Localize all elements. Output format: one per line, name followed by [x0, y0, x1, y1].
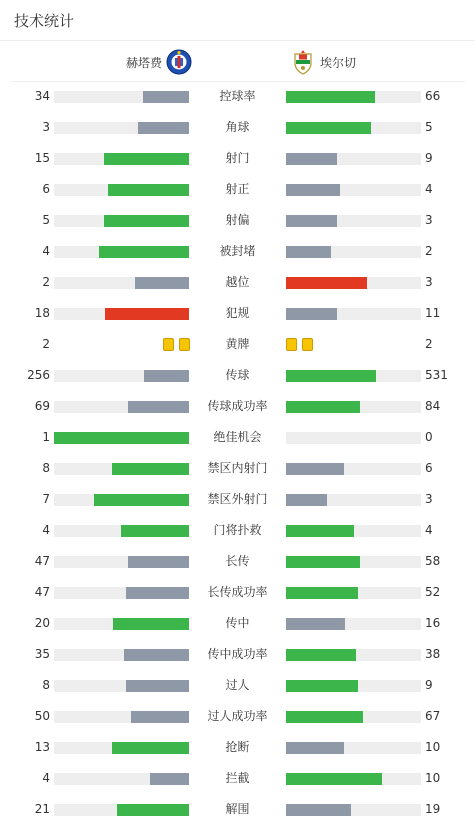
away-stat-value: 531	[425, 368, 448, 382]
away-stat-track	[286, 370, 421, 382]
away-stat-track	[286, 742, 421, 754]
home-stat-bar	[135, 277, 189, 289]
yellow-card-icon	[302, 338, 313, 351]
home-stat-track	[54, 556, 189, 568]
home-stat-track	[54, 804, 189, 816]
away-stat-value: 67	[425, 709, 441, 723]
stat-label: 禁区内射门	[207, 461, 268, 475]
away-stat-bar	[286, 556, 360, 568]
away-stat-track	[286, 401, 421, 413]
away-stat-track	[286, 122, 421, 134]
away-stat-value: 9	[425, 151, 433, 165]
away-stat-bar	[286, 649, 356, 661]
away-stat-value: 38	[425, 647, 441, 661]
home-stat-track	[54, 432, 189, 444]
away-stat-bar	[286, 91, 375, 103]
home-team-name: 赫塔费	[126, 55, 163, 70]
away-stat-value: 5	[425, 120, 433, 134]
away-team-name: 埃尔切	[320, 55, 357, 70]
home-stat-value: 8	[42, 678, 50, 692]
home-stat-value: 3	[42, 120, 50, 134]
home-stat-track	[54, 463, 189, 475]
stat-row	[0, 515, 475, 546]
home-stat-bar	[105, 308, 189, 320]
away-stat-value: 58	[425, 554, 441, 568]
home-stat-value: 4	[42, 244, 50, 258]
away-stat-bar	[286, 277, 367, 289]
stat-row	[0, 577, 475, 608]
home-stat-track	[54, 246, 189, 258]
home-stat-value: 256	[27, 368, 50, 382]
away-stat-track	[286, 463, 421, 475]
home-stat-track	[54, 587, 189, 599]
home-stat-track	[54, 308, 189, 320]
away-stat-bar	[286, 401, 360, 413]
away-stat-bar	[286, 370, 376, 382]
home-stat-track	[54, 370, 189, 382]
home-stat-value: 20	[34, 616, 50, 630]
away-stat-track	[286, 649, 421, 661]
away-stat-value: 2	[425, 244, 433, 258]
home-stat-bar	[144, 370, 189, 382]
stat-row	[0, 794, 475, 825]
stat-row	[0, 81, 475, 112]
stat-label: 过人	[225, 678, 250, 692]
home-stat-bar	[112, 463, 189, 475]
home-stat-value: 13	[34, 740, 50, 754]
home-stat-track	[54, 277, 189, 289]
away-stat-bar	[286, 742, 344, 754]
teams-header	[0, 48, 475, 76]
stat-label: 禁区外射门	[207, 492, 268, 506]
home-stat-track	[54, 153, 189, 165]
stat-label: 过人成功率	[207, 709, 268, 723]
home-stat-bar	[112, 742, 189, 754]
stat-row	[0, 608, 475, 639]
home-stat-value: 4	[42, 523, 50, 537]
home-stat-bar	[54, 432, 189, 444]
away-stat-bar	[286, 308, 337, 320]
away-stat-value: 6	[425, 461, 433, 475]
home-stat-track	[54, 773, 189, 785]
home-stat-value: 4	[42, 771, 50, 785]
away-stat-track	[286, 711, 421, 723]
away-stat-bar	[286, 773, 382, 785]
home-stat-bar	[128, 401, 189, 413]
away-stat-bar	[286, 246, 331, 258]
home-stat-bar	[104, 153, 189, 165]
home-stat-track	[54, 91, 189, 103]
home-stat-value: 47	[34, 585, 50, 599]
away-stat-value: 0	[425, 430, 433, 444]
home-stat-bar	[131, 711, 189, 723]
stat-label: 犯规	[225, 306, 250, 320]
away-stat-value: 3	[425, 492, 433, 506]
stat-label: 抢断	[225, 740, 250, 754]
stat-label: 传中成功率	[207, 647, 268, 661]
stat-row	[0, 701, 475, 732]
away-stat-bar	[286, 122, 371, 134]
home-stat-value: 8	[42, 461, 50, 475]
stat-row	[0, 422, 475, 453]
stat-row	[0, 732, 475, 763]
stat-row	[0, 267, 475, 298]
home-stat-track	[54, 122, 189, 134]
home-stat-track	[54, 215, 189, 227]
stat-label: 角球	[225, 120, 250, 134]
stat-label: 传中	[225, 616, 250, 630]
away-stat-value: 3	[425, 213, 433, 227]
home-stat-value: 18	[34, 306, 50, 320]
stat-label: 射门	[225, 151, 250, 165]
home-stat-bar	[138, 122, 189, 134]
away-stat-track	[286, 215, 421, 227]
yellow-card-icon	[163, 338, 174, 351]
away-stat-track	[286, 556, 421, 568]
away-stat-value: 66	[425, 89, 441, 103]
yellow-card-icon	[179, 338, 190, 351]
away-stat-track	[286, 91, 421, 103]
away-stat-bar	[286, 153, 337, 165]
away-stat-value: 84	[425, 399, 441, 413]
home-stat-bar	[126, 587, 189, 599]
away-stat-value: 3	[425, 275, 433, 289]
away-stat-value: 4	[425, 523, 433, 537]
stat-row	[0, 639, 475, 670]
stats-list	[0, 81, 475, 825]
stat-row	[0, 484, 475, 515]
home-stat-bar	[113, 618, 189, 630]
away-stat-value: 10	[425, 771, 441, 785]
away-yellow-cards	[286, 338, 313, 351]
home-stat-track	[54, 742, 189, 754]
home-stat-bar	[99, 246, 189, 258]
stat-label: 传球	[225, 368, 250, 382]
home-yellow-cards	[163, 338, 190, 351]
home-stat-track	[54, 618, 189, 630]
stat-row	[0, 763, 475, 794]
home-stat-track	[54, 649, 189, 661]
home-stat-value: 21	[34, 802, 50, 816]
home-stat-bar	[128, 556, 189, 568]
away-team[interactable]	[292, 48, 356, 76]
home-stat-value: 6	[42, 182, 50, 196]
header-divider	[0, 40, 475, 41]
stat-label: 被封堵	[219, 244, 256, 258]
away-stat-track	[286, 618, 421, 630]
away-stat-bar	[286, 463, 344, 475]
stat-label: 长传成功率	[207, 585, 268, 599]
stat-row	[0, 360, 475, 391]
away-stat-track	[286, 246, 421, 258]
home-stat-bar	[126, 680, 189, 692]
away-stat-bar	[286, 711, 363, 723]
home-stat-value: 2	[42, 337, 50, 351]
home-stat-value: 47	[34, 554, 50, 568]
away-stat-track	[286, 525, 421, 537]
away-stat-value: 10	[425, 740, 441, 754]
home-stat-value: 34	[34, 89, 50, 103]
stat-row	[0, 298, 475, 329]
page-title: 技术统计	[14, 12, 75, 30]
away-stat-track	[286, 587, 421, 599]
home-stat-track	[54, 401, 189, 413]
away-stat-bar	[286, 184, 340, 196]
away-stat-bar	[286, 494, 327, 506]
home-stat-bar	[104, 215, 189, 227]
home-stat-bar	[108, 184, 189, 196]
away-stat-track	[286, 184, 421, 196]
stat-label: 解围	[225, 802, 250, 816]
away-stat-bar	[286, 525, 354, 537]
stat-label: 拦截	[225, 771, 250, 785]
home-stat-bar	[117, 804, 189, 816]
away-stat-track	[286, 308, 421, 320]
home-stat-bar	[143, 91, 189, 103]
home-stat-track	[54, 525, 189, 537]
home-stat-bar	[94, 494, 189, 506]
stat-row	[0, 112, 475, 143]
away-stat-value: 52	[425, 585, 441, 599]
away-stat-track	[286, 277, 421, 289]
stat-row	[0, 670, 475, 701]
home-stat-bar	[124, 649, 189, 661]
home-stat-value: 1	[42, 430, 50, 444]
stat-label: 长传	[225, 554, 250, 568]
stat-label: 传球成功率	[207, 399, 268, 413]
home-team[interactable]	[126, 48, 192, 76]
home-stat-value: 50	[34, 709, 50, 723]
away-stat-value: 4	[425, 182, 433, 196]
away-stat-value: 2	[425, 337, 433, 351]
away-stat-track	[286, 494, 421, 506]
home-stat-value: 2	[42, 275, 50, 289]
home-stat-bar	[121, 525, 189, 537]
away-stat-value: 9	[425, 678, 433, 692]
getafe-crest-icon	[166, 49, 192, 75]
stat-label: 门将扑救	[213, 523, 262, 537]
away-stat-track	[286, 680, 421, 692]
away-stat-bar	[286, 804, 351, 816]
away-stat-bar	[286, 587, 358, 599]
home-stat-value: 7	[42, 492, 50, 506]
home-stat-track	[54, 711, 189, 723]
away-stat-value: 11	[425, 306, 441, 320]
yellow-card-icon	[286, 338, 297, 351]
away-stat-bar	[286, 215, 337, 227]
stat-label: 越位	[225, 275, 250, 289]
stat-label: 射偏	[225, 213, 250, 227]
stat-label: 射正	[225, 182, 250, 196]
stat-row	[0, 236, 475, 267]
home-stat-value: 69	[34, 399, 50, 413]
stat-row	[0, 143, 475, 174]
away-stat-track	[286, 804, 421, 816]
home-stat-track	[54, 680, 189, 692]
stat-label: 控球率	[219, 89, 256, 103]
stat-row	[0, 391, 475, 422]
home-stat-bar	[150, 773, 189, 785]
home-stat-track	[54, 494, 189, 506]
stat-row	[0, 329, 475, 360]
home-stat-track	[54, 184, 189, 196]
away-stat-value: 19	[425, 802, 441, 816]
home-stat-value: 35	[34, 647, 50, 661]
away-stat-bar	[286, 680, 358, 692]
stat-row	[0, 546, 475, 577]
away-stat-bar	[286, 618, 345, 630]
home-stat-value: 5	[42, 213, 50, 227]
away-stat-track	[286, 432, 421, 444]
away-stat-track	[286, 153, 421, 165]
home-stat-value: 15	[34, 151, 50, 165]
elche-crest-icon	[292, 49, 314, 75]
stat-row	[0, 453, 475, 484]
stat-row	[0, 174, 475, 205]
stat-label: 黄牌	[225, 337, 250, 351]
away-stat-value: 16	[425, 616, 441, 630]
stat-label: 绝佳机会	[213, 430, 262, 444]
stat-row	[0, 205, 475, 236]
away-stat-track	[286, 773, 421, 785]
